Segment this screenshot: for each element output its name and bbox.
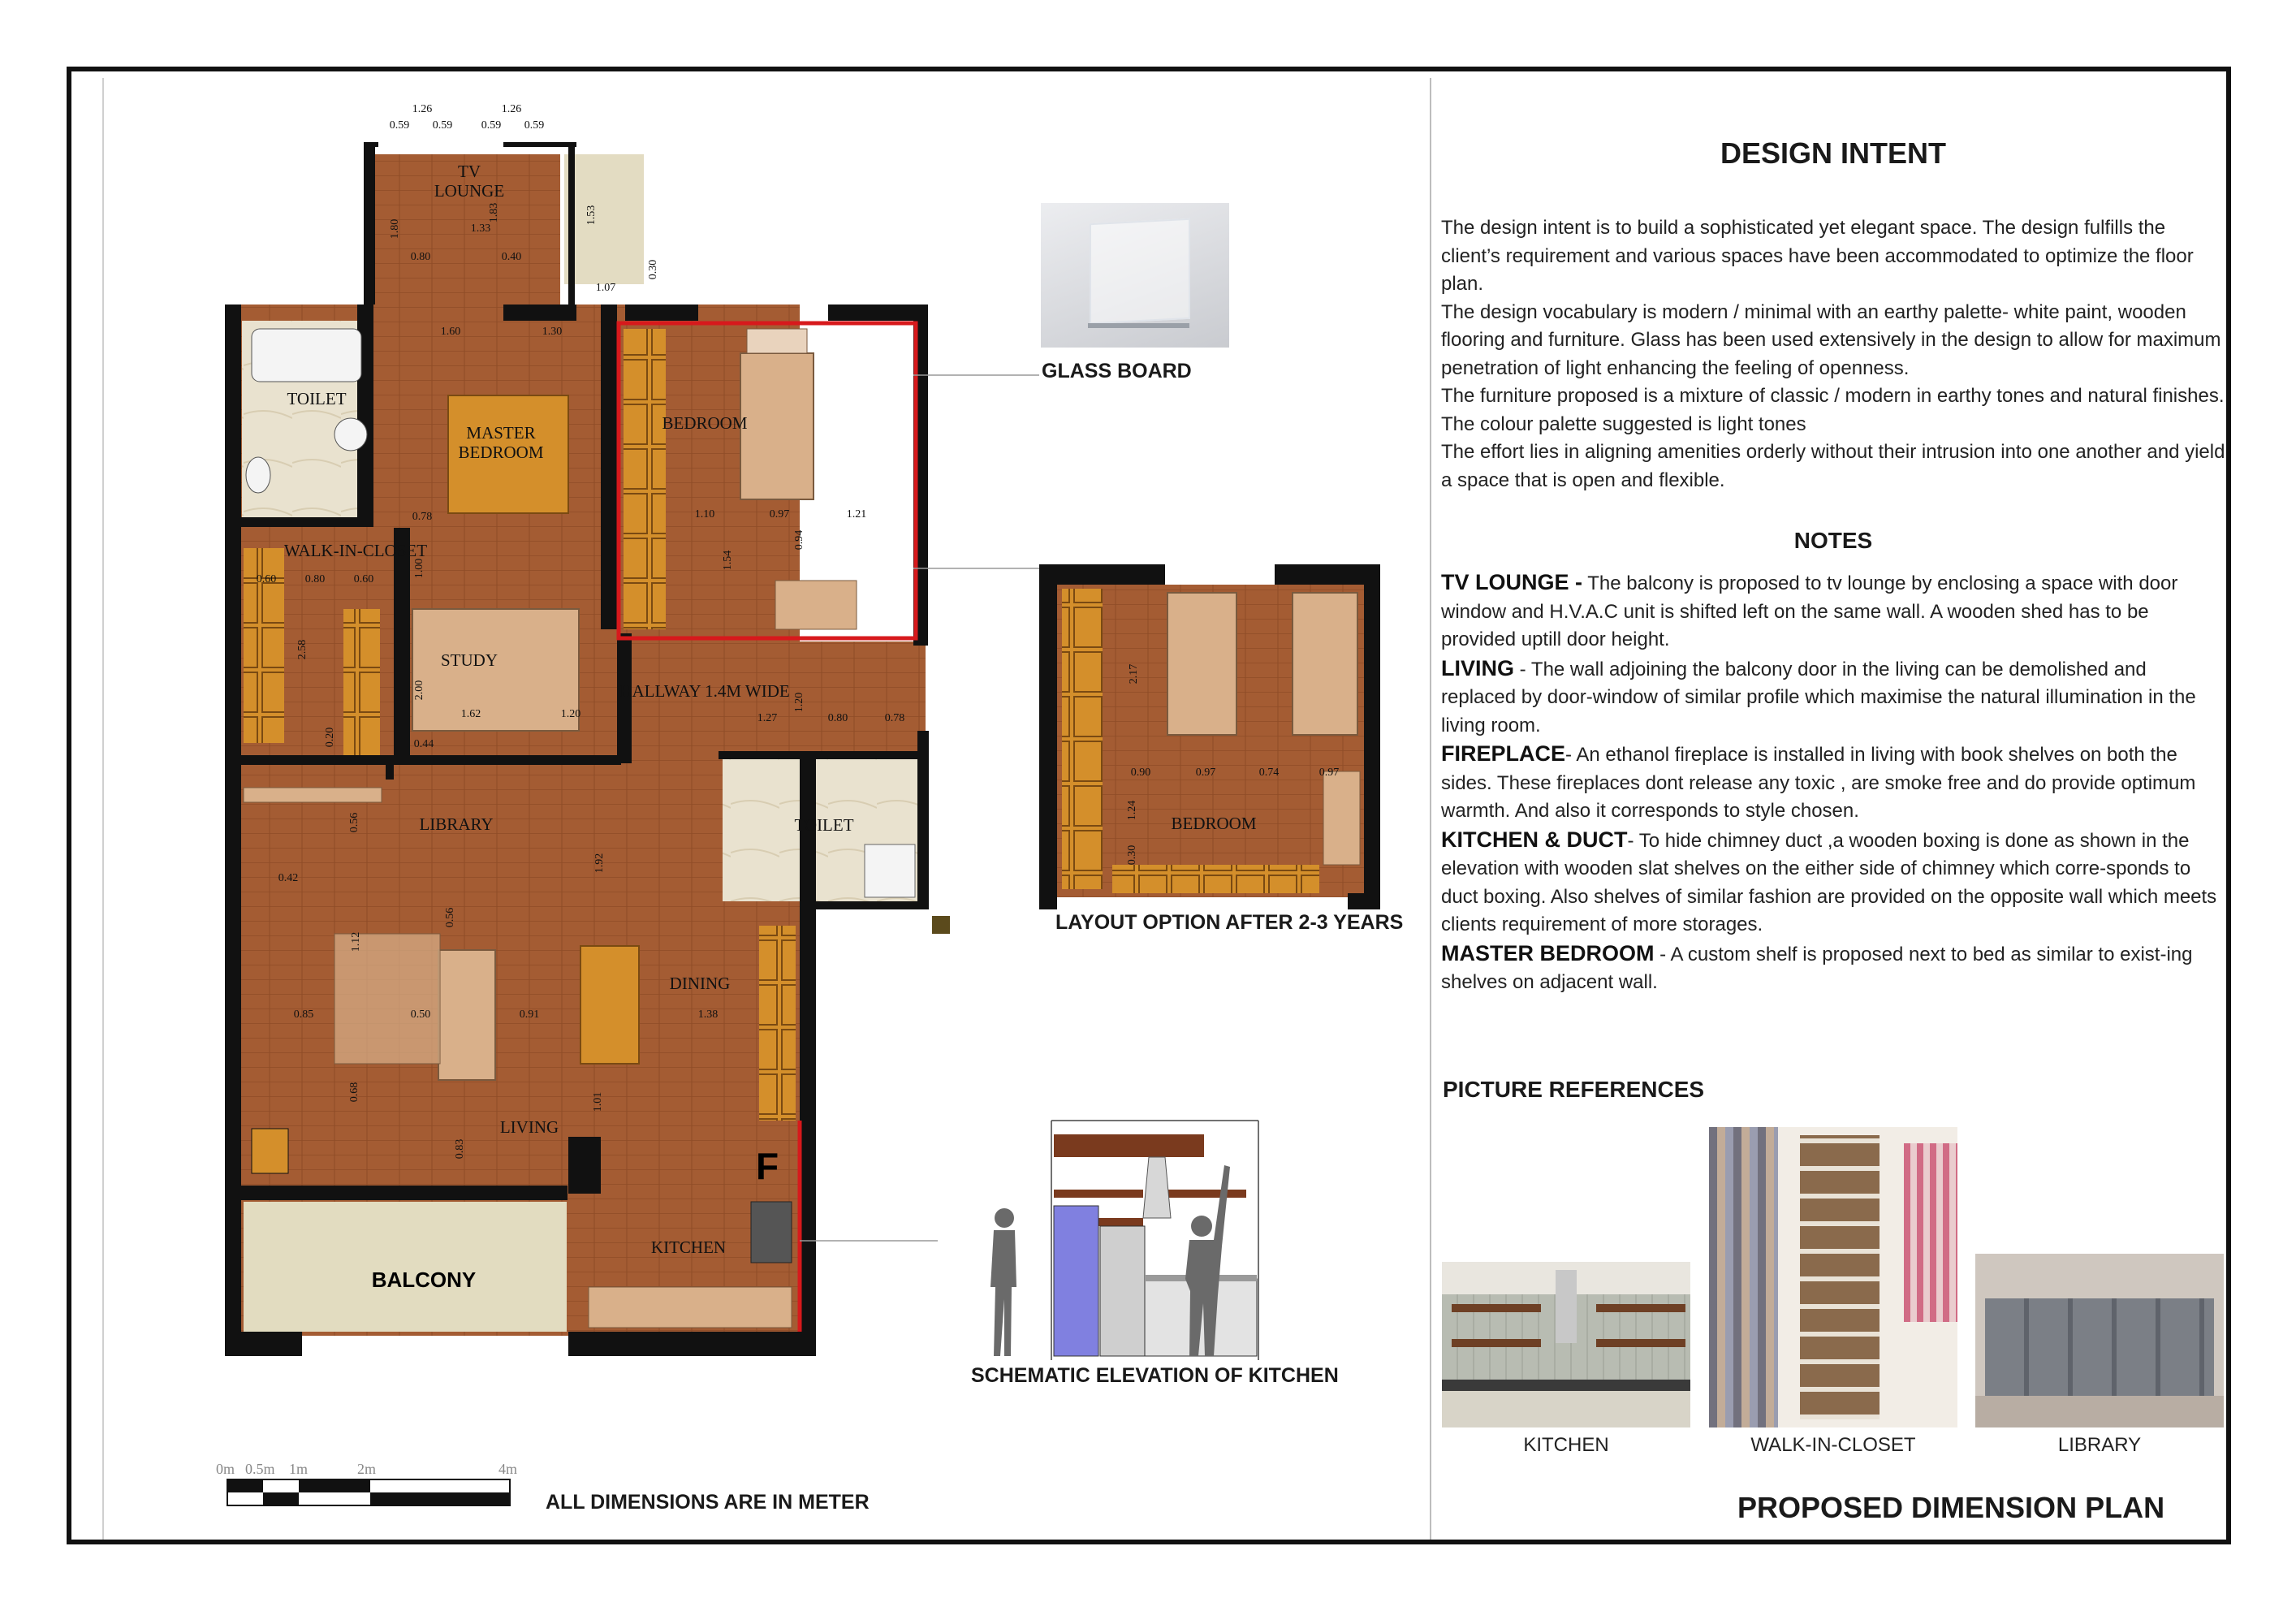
- glass-board-image: [1041, 203, 1229, 348]
- dimension-label: 1.20: [560, 708, 581, 720]
- note-heading: KITCHEN & DUCT: [1441, 827, 1628, 852]
- dimension-label: 0.20: [324, 727, 336, 748]
- kitchen-base: [1442, 1391, 1690, 1427]
- kitchen-counter: [1442, 1380, 1690, 1391]
- note-heading: FIREPLACE: [1441, 741, 1566, 766]
- dimension-label: 1.00: [413, 558, 425, 579]
- scale-bar: [227, 1479, 510, 1505]
- kitchen-caption: KITCHEN: [1523, 1434, 1609, 1456]
- dimension-label: 0.94: [793, 529, 805, 551]
- note-heading: LIVING: [1441, 655, 1515, 680]
- room-label-study: STUDY: [440, 650, 498, 670]
- dimension-label: 0.56: [444, 907, 456, 928]
- dimension-note: ALL DIMENSIONS ARE IN METER: [546, 1491, 870, 1514]
- room-label-toilet-left: TOILET: [287, 389, 347, 408]
- toilet-bowl: [246, 457, 270, 493]
- closet-hanging-clothes-right: [1904, 1143, 1957, 1322]
- design-intent-paragraph: The effort lies in aligning amenities orderly without their intrusion into one another and yield a space that is open and flexible.: [1441, 441, 2225, 491]
- layout-dimension-label: 1.24: [1126, 800, 1138, 821]
- note-heading: TV LOUNGE -: [1441, 570, 1582, 594]
- dimension-label: 0.80: [410, 251, 431, 263]
- dimension-label: 1.21: [846, 508, 867, 520]
- note-text: - An ethanol fireplace is installed in living with book shelves on both the sides. These fireplaces dont release any toxic , are smoke free and do provide optimum warmth. And also it corresponds to style chosen.: [1441, 744, 2196, 822]
- dimension-label: 0.83: [454, 1138, 466, 1160]
- dining-shelves: [759, 926, 796, 1121]
- design-intent-paragraph: The design intent is to build a sophisticated yet elegant space. The design fulfills the client’s requirement and various spaces have been accommodated to optimize the floor plan.: [1441, 217, 2194, 295]
- dimension-label: 1.26: [412, 103, 433, 115]
- dimension-label: 1.60: [440, 326, 461, 338]
- room-label-living: LIVING: [499, 1117, 559, 1137]
- dimension-label: 1.26: [501, 103, 522, 115]
- glass-board-panel: [1090, 218, 1190, 324]
- note-text: - To hide chimney duct ,a wooden boxing is done as shown in the elevation with wooden slat shelves on the either side of chimney which corre-sponds to duct boxing. Also shelves of similar fashion are provided on the opposite wall which meets clients requirement of more storages.: [1441, 829, 2217, 935]
- kitchen-hob: [751, 1202, 792, 1263]
- note-text: - A custom shelf is proposed next to bed as similar to exist-ing shelves on adjacent wall.: [1441, 943, 2193, 993]
- upper-shelf-left: [1054, 1190, 1143, 1198]
- library-reference-image: [1975, 1254, 2224, 1427]
- room-label-bedroom: BEDROOM: [662, 413, 748, 433]
- dimension-label: 1.12: [350, 931, 362, 952]
- layout-room-label: BEDROOM: [1171, 814, 1257, 833]
- floor-tv-balcony-deck: [564, 154, 644, 284]
- dimension-label: 1.62: [460, 708, 481, 720]
- dimension-label: 1.27: [757, 712, 778, 724]
- scale-label: 0m: [216, 1461, 235, 1477]
- sheet-title: PROPOSED DIMENSION PLAN: [1737, 1491, 2165, 1524]
- refrigerator: [1054, 1206, 1098, 1356]
- dimension-label: 1.30: [542, 326, 563, 338]
- dimension-label: 0.85: [293, 1009, 314, 1021]
- scale-label: 0.5m: [245, 1461, 275, 1477]
- dimension-label: 0.59: [389, 119, 410, 132]
- kitchen-counter: [589, 1287, 792, 1328]
- walk-in-closet-reference-image: [1709, 1127, 1957, 1427]
- kitchen-elevation: [982, 1116, 1267, 1364]
- scale-label: 2m: [357, 1461, 377, 1477]
- layout-desk: [1323, 771, 1360, 865]
- design-intent-paragraph: The furniture proposed is a mixture of classic / modern in earthy tones and natural finishes. The colour palette suggested is light tones: [1441, 385, 2225, 435]
- study-desk: [412, 609, 579, 731]
- fireplace-box: [252, 1129, 288, 1173]
- person-silhouette-left: [990, 1208, 1016, 1356]
- dimension-label: 1.80: [389, 218, 401, 240]
- design-intent-paragraph: The design vocabulary is modern / minimal with an earthy palette- white paint, wooden flooring and furniture. Glass has been used extensively in the design to allow for maximum penetration of light enhancing the feeling of openness.: [1441, 300, 2221, 379]
- closet-shoe-shelves: [1800, 1135, 1880, 1419]
- dimension-label: 0.97: [769, 508, 790, 520]
- scale-labels: [216, 1461, 517, 1477]
- layout-dimension-label: 0.74: [1258, 767, 1280, 779]
- design-intent-body: [1441, 214, 2229, 495]
- dimension-label: 0.50: [410, 1009, 431, 1021]
- note-item: [1441, 826, 2225, 939]
- dimension-label: 0.68: [348, 1082, 360, 1103]
- layout-dimension-label: 0.90: [1130, 767, 1151, 779]
- dimension-label: 0.40: [501, 251, 522, 263]
- notes-body: [1441, 568, 2225, 997]
- dimension-label: 1.38: [697, 1009, 719, 1021]
- kitchen-elevation-label: SCHEMATIC ELEVATION OF KITCHEN: [971, 1364, 1339, 1387]
- room-label-dining: DINING: [669, 974, 731, 993]
- room-label-balcony: BALCONY: [371, 1268, 477, 1292]
- layout-dimension-label: 0.97: [1195, 767, 1216, 779]
- layout-bench: [1112, 865, 1319, 893]
- layout-bed-1: [1167, 593, 1236, 735]
- layout-option-label: LAYOUT OPTION AFTER 2-3 YEARS: [1055, 911, 1404, 934]
- dimension-label: 0.59: [481, 119, 502, 132]
- upper-shelf-right: [1165, 1190, 1246, 1198]
- dimension-label: 0.42: [278, 872, 299, 884]
- tall-cabinet: [1100, 1226, 1145, 1356]
- dimension-label: 1.07: [595, 282, 616, 294]
- library-caption: LIBRARY: [2057, 1434, 2142, 1456]
- scale-label: 1m: [289, 1461, 309, 1477]
- scale-label: 4m: [498, 1461, 518, 1477]
- walk-in-closet-caption: WALK-IN-CLOSET: [1750, 1434, 1916, 1456]
- bedroom-bed: [740, 353, 814, 499]
- dimension-label: 0.78: [884, 712, 905, 724]
- dimension-label: 1.20: [793, 692, 805, 713]
- bathtub: [252, 329, 361, 382]
- design-intent-title: DESIGN INTENT: [1720, 136, 1946, 170]
- room-label-walk-in-closet: WALK-IN-CLOSET: [283, 541, 428, 560]
- dining-table: [580, 946, 639, 1064]
- dimension-label: 0.78: [412, 511, 433, 523]
- note-heading: MASTER BEDROOM: [1441, 940, 1655, 965]
- layout-wardrobe: [1062, 589, 1103, 889]
- dimension-label: 1.83: [488, 202, 500, 223]
- note-item: [1441, 740, 2225, 826]
- duct-marker: [932, 916, 950, 934]
- bedroom-bed-pillow: [747, 329, 807, 353]
- dimension-label: 0.80: [827, 712, 848, 724]
- dimension-label: 0.30: [647, 259, 659, 280]
- room-label-master-bedroom: MASTER BEDROOM: [458, 423, 544, 462]
- kitchen-hood: [1556, 1270, 1577, 1343]
- room-label-toilet-right: TOILET: [794, 815, 854, 835]
- chimney-hood: [1143, 1157, 1171, 1218]
- bedroom-wardrobe: [624, 329, 666, 629]
- note-item: [1441, 939, 2225, 997]
- dimension-label: 0.59: [432, 119, 453, 132]
- dimension-label: 0.80: [304, 573, 326, 585]
- dimension-label: 1.53: [585, 205, 598, 226]
- note-text: The balcony is proposed to tv lounge by enclosing a space with door window and H.V.A.C unit is shifted left on the same wall. A wooden shed has to be provided uptill door height.: [1441, 572, 2178, 650]
- kitchen-reference-image: [1442, 1262, 1690, 1427]
- note-item: [1441, 654, 2225, 741]
- dimension-label: 0.60: [256, 573, 277, 585]
- bedroom-desk: [775, 581, 857, 629]
- kitchen-shelf: [1596, 1304, 1685, 1312]
- dimension-label: 0.44: [413, 738, 434, 750]
- layout-bed-2: [1293, 593, 1357, 735]
- library-shelf: [244, 788, 382, 802]
- room-label-tv-lounge: TV LOUNGE: [434, 162, 505, 201]
- kitchen-shelf: [1452, 1304, 1541, 1312]
- notes-title: NOTES: [1793, 528, 1873, 553]
- walk-in-closet-shelves-right: [343, 609, 380, 755]
- dimension-label: 1.01: [592, 1091, 604, 1112]
- picture-references-title: PICTURE REFERENCES: [1443, 1077, 1705, 1102]
- glass-board-tray: [1088, 323, 1189, 328]
- room-label-library: LIBRARY: [419, 814, 494, 834]
- dimension-label: 0.60: [353, 573, 374, 585]
- library-floor: [1975, 1396, 2224, 1427]
- library-bookcase: [1985, 1298, 2214, 1396]
- layout-dimension-label: 0.30: [1126, 844, 1138, 866]
- dimension-label: 0.59: [524, 119, 545, 132]
- living-rug: [334, 931, 440, 1064]
- dimension-label: 0.56: [348, 812, 360, 833]
- fireplace-mark: F: [755, 1145, 779, 1187]
- living-sofa: [438, 950, 495, 1080]
- dimension-label: 1.92: [593, 853, 606, 874]
- layout-option-plan: [1039, 560, 1380, 918]
- glass-board-label: GLASS BOARD: [1042, 360, 1192, 382]
- room-label-kitchen: KITCHEN: [650, 1237, 727, 1257]
- dimension-label: 0.91: [519, 1009, 540, 1021]
- kitchen-shelf: [1452, 1339, 1541, 1347]
- kitchen-shelf: [1596, 1339, 1685, 1347]
- dimension-label: 1.10: [694, 508, 715, 520]
- dimension-label: 1.54: [722, 550, 734, 571]
- dimension-label: 1.33: [470, 222, 491, 235]
- layout-dimension-label: 0.97: [1318, 767, 1340, 779]
- duct-boxing-beam: [1054, 1134, 1204, 1157]
- dimension-label: 2.00: [413, 680, 425, 701]
- layout-dimension-label: 2.17: [1128, 663, 1140, 685]
- toilet-basin: [334, 418, 367, 451]
- toilet-right-shower: [865, 844, 915, 897]
- room-label-hallway: HALLWAY 1.4M WIDE: [619, 681, 790, 701]
- note-item: [1441, 568, 2225, 654]
- closet-hanging-clothes: [1709, 1127, 1778, 1427]
- dimension-label: 2.58: [296, 639, 309, 660]
- note-text: - The wall adjoining the balcony door in the living can be demolished and replaced by door-window of similar profile which maximise the natural illumination in the living room.: [1441, 658, 2196, 736]
- floor-balcony: [244, 1202, 567, 1332]
- panel-divider: [1430, 78, 1431, 1540]
